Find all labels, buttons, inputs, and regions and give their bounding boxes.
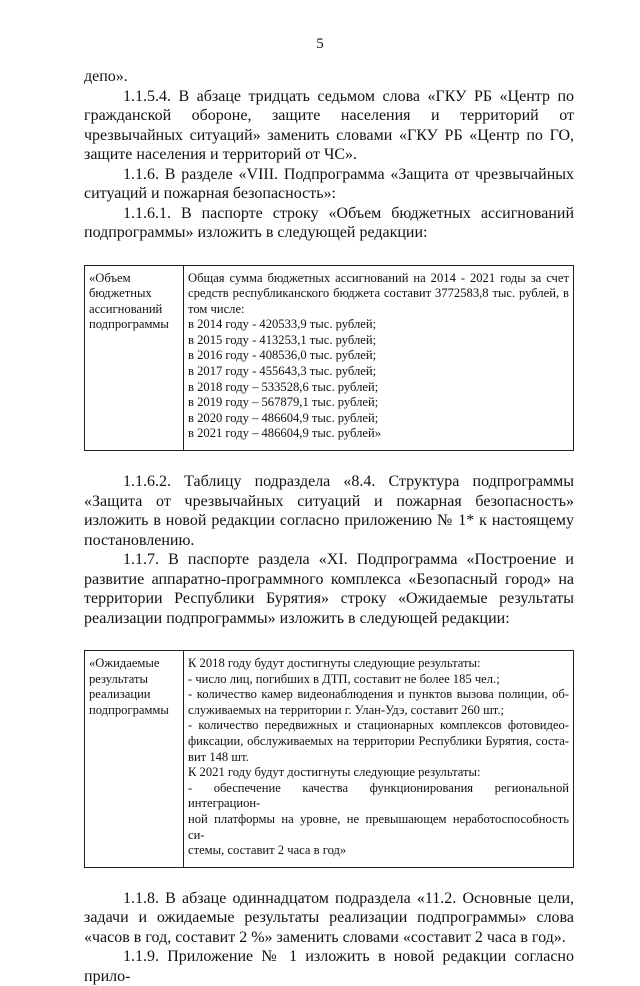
document-body	[84, 67, 574, 986]
section-c	[84, 889, 574, 986]
table-cell-line: «Объем	[89, 270, 131, 285]
table-cell-line: том числе:	[188, 301, 245, 316]
table-cell-line: ассигнований	[89, 301, 163, 316]
table-cell-line: служиваемых на территории г. Улан-Удэ, составит 260 шт.;	[188, 702, 504, 717]
results-table-value-cell	[184, 651, 574, 868]
paragraph: 1.1.9. Приложение № 1 изложить в новой редакции согласно прило-	[84, 948, 574, 985]
table-cell-line: ной платформы на уровне, не превышающем неработоспособность си-	[188, 811, 569, 842]
section-b	[84, 472, 574, 628]
table-cell-line: Общая сумма бюджетных ассигнований на 2014 - 2021 годы за счет	[188, 270, 569, 285]
table-cell-line: бюджетных	[89, 286, 152, 301]
page-number: 5	[316, 36, 324, 52]
section-a	[84, 67, 574, 243]
table-cell-line: К 2021 году будут достигнуты следующие результаты:	[188, 765, 481, 780]
paragraph: 1.1.8. В абзаце одиннадцатом подраздела «11.2. Основные цели, задачи и ожидаемые результаты реализации подпрограммы» слова «часов в год, составит 2 %» заменить словами «составит 2 часа в год».	[84, 889, 574, 946]
table-cell-line: в 2015 году - 413253,1 тыс. рублей;	[188, 332, 377, 347]
paragraph: депо».	[84, 68, 128, 85]
table-cell-line: реализации	[89, 687, 151, 702]
table-cell-line: средств республиканского бюджета составит 3772583,8 тыс. рублей, в	[188, 286, 569, 301]
table-cell-line: результаты	[89, 671, 148, 686]
table-cell-line: подпрограммы	[89, 702, 169, 717]
table-cell-line: в 2017 году - 455643,3 тыс. рублей;	[188, 364, 377, 379]
table-cell-line: в 2016 году - 408536,0 тыс. рублей;	[188, 348, 377, 363]
table-cell-line: фиксации, обслуживаемых на территории Республики Бурятия, соста-	[188, 734, 569, 748]
budget-table-label-cell	[85, 265, 184, 451]
table-cell-line: вит 148 шт.	[188, 749, 249, 764]
table-cell-line: К 2018 году будут достигнуты следующие результаты:	[188, 656, 481, 671]
table-cell-line: стемы, составит 2 часа в год»	[188, 843, 347, 858]
table-cell-line: в 2020 году – 486604,9 тыс. рублей;	[188, 410, 379, 425]
table-cell-line: - количество передвижных и стационарных комплексов фотовидео-	[188, 718, 569, 733]
paragraph: 1.1.6. В разделе «VIII. Подпрограмма «Защита от чрезвычайных ситуаций и пожарная безопасность»:	[84, 165, 574, 202]
table-cell-line: в 2014 году - 420533,9 тыс. рублей;	[188, 317, 377, 332]
table-cell-line: - обеспечение качества функционирования региональной интеграцион-	[188, 780, 569, 811]
table-cell-line: подпрограммы	[89, 317, 169, 332]
table-cell-line: в 2018 году – 533528,6 тыс. рублей;	[188, 379, 379, 394]
results-table-label-cell	[85, 651, 184, 868]
paragraph: 1.1.5.4. В абзаце тридцать седьмом слова «ГКУ РБ «Центр по гражданской обороне, защите населения и территорий от чрезвычайных ситуаций» заменить словами «ГКУ РБ «Центр по ГО, защите населения и территорий от ЧС».	[84, 87, 574, 163]
paragraph: 1.1.7. В паспорте раздела «XI. Подпрограмма «Построение и развитие аппаратно-программного комплекса «Безопасный город» на территории Республики Бурятия» строку «Ожидаемые результаты реализации подпрограммы» изложить в следующей редакции:	[84, 551, 574, 627]
table-cell-line: в 2021 году – 486604,9 тыс. рублей»	[188, 426, 382, 441]
paragraph: 1.1.6.2. Таблицу подраздела «8.4. Структура подпрограммы «Защита от чрезвычайных ситуаций и пожарная безопасность» изложить в новой редакции согласно приложению № 1* к настоящему постановлению.	[84, 473, 574, 549]
budget-table	[84, 265, 574, 452]
table-cell-line: в 2019 году – 567879,1 тыс. рублей;	[188, 395, 379, 410]
budget-table-value-cell	[184, 265, 574, 451]
results-table	[84, 650, 574, 868]
table-cell-line: - количество камер видеонаблюдения и пунктов вызова полиции, об-	[188, 687, 569, 702]
table-cell-line: - число лиц, погибших в ДТП, составит не более 185 чел.;	[188, 671, 500, 686]
table-cell-line: «Ожидаемые	[89, 656, 160, 671]
paragraph: 1.1.6.1. В паспорте строку «Объем бюджетных ассигнований подпрограммы» изложить в следующей редакции:	[84, 204, 574, 241]
